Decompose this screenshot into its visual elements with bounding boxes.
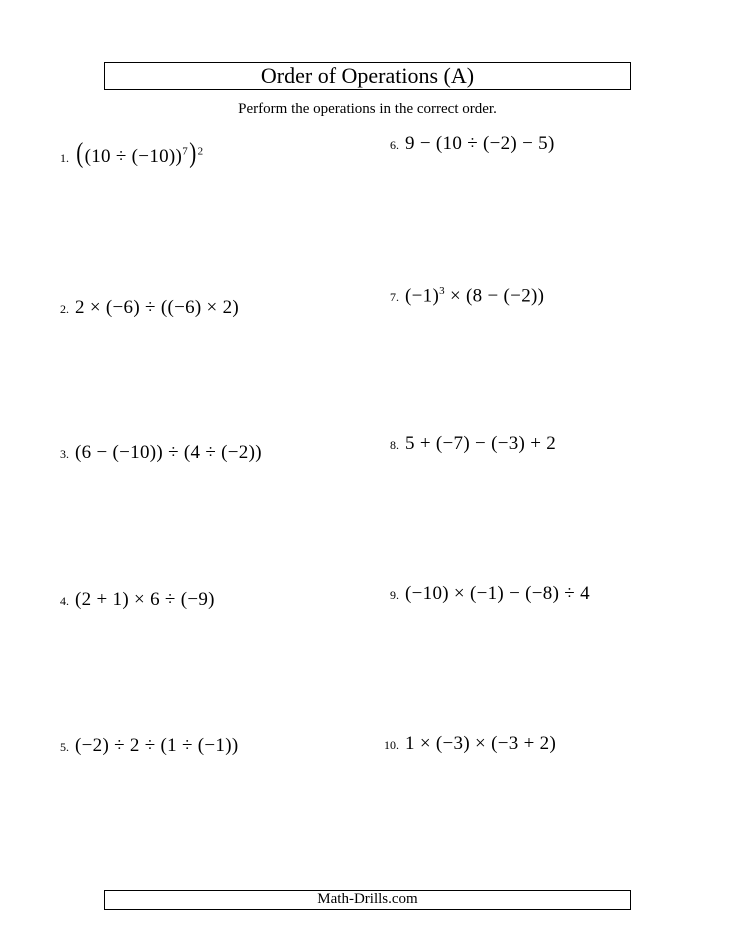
outer-paren-open: ( <box>76 138 84 169</box>
problem-expression <box>405 285 544 307</box>
problem-7 <box>390 285 544 307</box>
problem-expression: 9 − (10 ÷ (−2) − 5) <box>405 133 555 154</box>
exponent: 3 <box>439 285 445 297</box>
problem-number: 6. <box>390 138 399 152</box>
problem-2 <box>60 297 239 319</box>
problem-9 <box>390 583 590 605</box>
problem-number: 3. <box>60 447 69 461</box>
instructions: Perform the operations in the correct order. <box>238 101 497 117</box>
worksheet-title: Order of Operations (A) <box>104 62 631 90</box>
problem-expression: (2 + 1) × 6 ÷ (−9) <box>75 589 215 610</box>
exponent-inner: 7 <box>182 145 188 158</box>
problem-expression: (−10) × (−1) − (−8) ÷ 4 <box>405 583 590 604</box>
problem-expression: 1 × (−3) × (−3 + 2) <box>405 733 557 754</box>
problem-6 <box>390 133 555 155</box>
problem-expression: 2 × (−6) ÷ ((−6) × 2) <box>75 297 240 318</box>
outer-paren-close: ) <box>189 138 197 169</box>
footer: Math-Drills.com <box>104 890 631 910</box>
expression-base: (−1) <box>405 285 440 307</box>
problem-5 <box>60 735 238 757</box>
exponent-outer: 2 <box>197 145 204 158</box>
problem-number: 4. <box>60 594 69 608</box>
expression-rest: × (8 − (−2)) <box>444 285 545 307</box>
problem-expression: (6 − (−10)) ÷ (4 ÷ (−2)) <box>75 442 262 463</box>
problem-4 <box>60 589 215 611</box>
problem-1 <box>60 140 203 168</box>
problem-expression <box>75 140 203 168</box>
problem-number: 1. <box>60 151 69 165</box>
problem-number: 5. <box>60 740 69 754</box>
problem-10 <box>384 733 556 755</box>
problem-expression: (−2) ÷ 2 ÷ (1 ÷ (−1)) <box>75 735 239 756</box>
problem-number: 8. <box>390 438 399 452</box>
problem-3 <box>60 442 262 464</box>
problem-number: 7. <box>390 290 399 305</box>
expression-inner: (10 ÷ (−10)) <box>84 146 183 167</box>
problem-number: 2. <box>60 302 69 316</box>
problem-expression: 5 + (−7) − (−3) + 2 <box>405 433 557 454</box>
problem-number: 10. <box>384 738 399 752</box>
problem-number: 9. <box>390 588 399 602</box>
problem-8 <box>390 433 556 455</box>
